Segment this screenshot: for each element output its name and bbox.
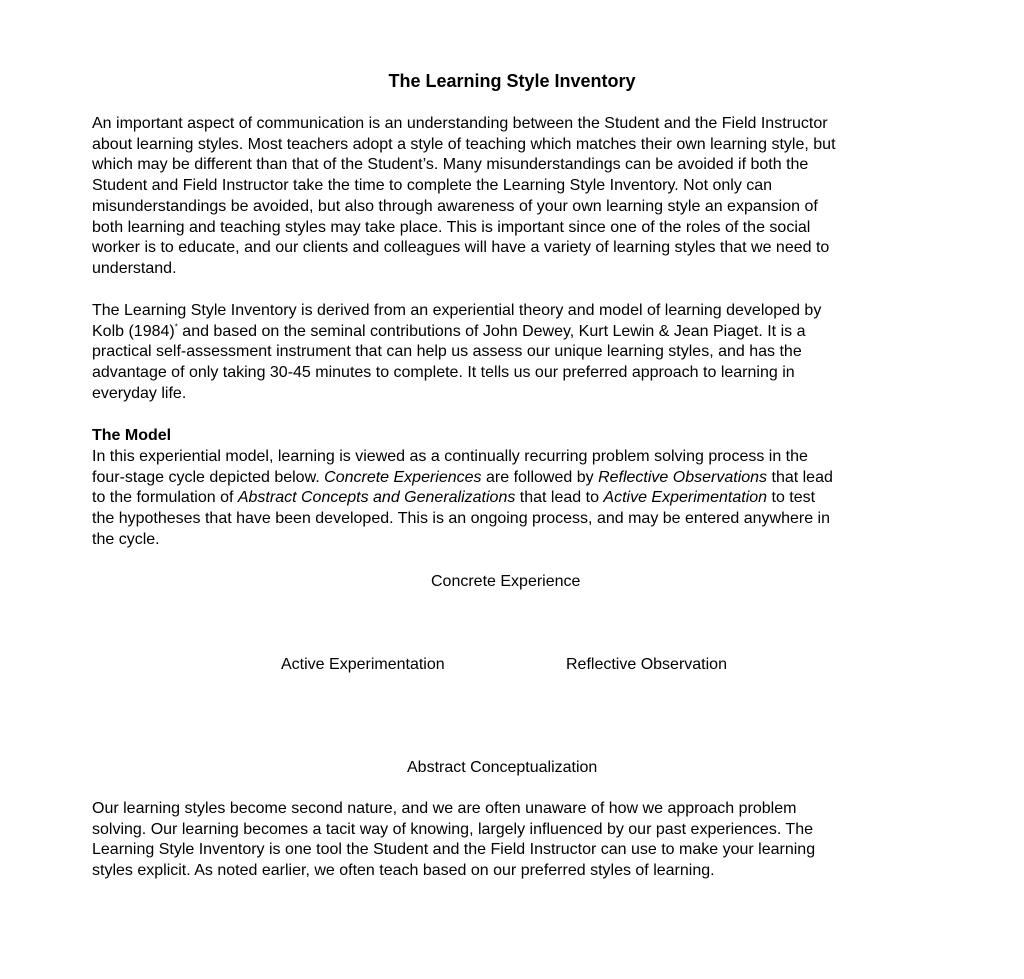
citation-text: Kolb (1984) [92,322,175,340]
paragraph-text: are followed by [481,468,599,486]
paragraph-text: to test [767,489,816,507]
cycle-active-experimentation: Active Experimentation [281,656,445,673]
emphasis-text: Active Experimentation [603,489,768,507]
model-paragraph [92,447,952,551]
cycle-abstract-conceptualization: Abstract Conceptualization [407,759,598,776]
paragraph-text: to the formulation of [92,489,238,507]
paragraph-line: Learning Style Inventory is one tool the Student and the Field Instructor can use to make your learning [92,841,816,859]
paragraph-line: practical self-assessment instrument that can help us assess our unique learning styles, and has the [92,343,802,361]
paragraph-line: understand. [92,259,177,277]
emphasis-text: Reflective Observations [598,468,768,486]
paragraph-text: that lead to [515,489,604,507]
inventory-paragraph [92,301,952,405]
paragraph-line: styles explicit. As noted earlier, we often teach based on our preferred styles of learning. [92,862,715,880]
paragraph-line: solving. Our learning becomes a tacit way of knowing, largely influenced by our past experiences. The [92,820,813,838]
paragraph-line: the hypotheses that have been developed. This is an ongoing process, and may be entered anywhere in [92,510,830,528]
paragraph-line [92,468,952,489]
paragraph-line: misunderstandings be avoided, but also through awareness of your own learning style an expansion of [92,197,818,215]
paragraph-line: advantage of only taking 30-45 minutes to complete. It tells us our preferred approach to learning in [92,364,795,382]
paragraph-line: An important aspect of communication is an understanding between the Student and the Field Instructor [92,115,828,132]
paragraph-line: Our learning styles become second nature, and we are often unaware of how we approach problem [92,800,797,817]
paragraph-line: In this experiential model, learning is viewed as a continually recurring problem solving process in the [92,448,808,465]
paragraph-line: The Learning Style Inventory is derived from an experiential theory and model of learning developed by [92,302,822,319]
paragraph-line: everyday life. [92,384,187,402]
emphasis-text: Concrete Experiences [324,468,482,486]
paragraph-line [92,488,952,509]
paragraph-line: which may be different than that of the Student’s. Many misunderstandings can be avoided if both the [92,156,809,174]
paragraph-text: and based on the seminal contributions of John Dewey, Kurt Lewin & Jean Piaget. It is a [177,322,806,340]
model-heading: The Model [92,427,172,444]
intro-paragraph [92,114,952,280]
paragraph-line [92,322,952,343]
paragraph-text: four-stage cycle depicted below. [92,468,325,486]
document-title: The Learning Style Inventory [388,71,636,91]
cycle-concrete-experience: Concrete Experience [431,573,581,590]
paragraph-line: both learning and teaching styles may take place. This is important since one of the roles of the social [92,218,811,236]
paragraph-line: the cycle. [92,530,160,548]
paragraph-text: that lead [767,468,833,486]
paragraph-line: worker is to educate, and our clients and colleagues will have a variety of learning styles that we need to [92,239,830,257]
emphasis-text: Abstract Concepts and Generalizations [237,489,516,507]
closing-paragraph [92,799,952,882]
footnote-mark: * [174,322,178,332]
paragraph-line: about learning styles. Most teachers adopt a style of teaching which matches their own learning style, but [92,135,836,153]
cycle-reflective-observation: Reflective Observation [566,656,727,673]
paragraph-line: Student and Field Instructor take the time to complete the Learning Style Inventory. Not only can [92,177,773,195]
